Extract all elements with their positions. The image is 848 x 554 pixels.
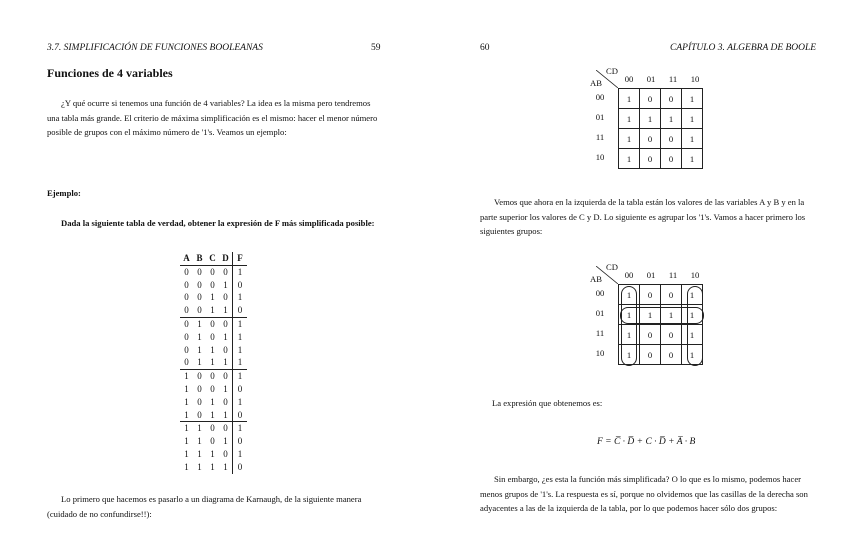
truth-table-row [180, 396, 247, 409]
truth-table-cell: 0 [210, 279, 215, 290]
kmap-cell: 1 [682, 345, 703, 365]
truth-table-row [180, 383, 247, 396]
kmap-cell: 0 [661, 325, 682, 345]
truth-table-cell: 0 [197, 292, 202, 303]
truth-table-cell: 0 [232, 435, 247, 448]
truth-table-cell: 0 [210, 318, 215, 329]
karnaugh-intro-line-2: (cuidado de no confundirse!!): [47, 508, 152, 519]
truth-table-cell: 1 [197, 448, 202, 459]
kmap-cell: 0 [661, 149, 682, 169]
kmap-column-header: 11 [668, 270, 678, 280]
kmap-cell: 1 [619, 149, 640, 169]
truth-table-cell: 1 [210, 409, 215, 420]
truth-table-cell: 1 [232, 291, 247, 304]
truth-table-row [180, 369, 247, 383]
kmap-column-header: 00 [624, 74, 634, 84]
truth-table-cell: 1 [197, 436, 202, 447]
truth-table-cell: 1 [232, 266, 247, 279]
truth-table-row [180, 304, 247, 317]
kmap-cell: 0 [640, 129, 661, 149]
explanation-line-2: parte superior los valores de C y D. Lo siguiente es agrupar los '1's. Vamos a hacer primero los [480, 211, 806, 222]
kmap-cell: 1 [682, 285, 703, 305]
truth-table-cell: 1 [232, 318, 247, 331]
truth-table-cell: 0 [223, 396, 228, 407]
truth-table-cell: 0 [197, 409, 202, 420]
truth-table-header-cell: F [232, 252, 247, 265]
kmap-cell: 1 [682, 305, 703, 325]
conclusion-line-3: adyacentes a las de la izquierda de la tabla, por lo que podemos hacer sólo dos grupos: [480, 503, 778, 514]
truth-table-header-cell: C [209, 253, 216, 263]
truth-table-cell: 0 [184, 331, 189, 342]
truth-table-cell: 1 [223, 305, 228, 316]
truth-table-cell: 0 [223, 371, 228, 382]
truth-table-cell: 1 [223, 331, 228, 342]
truth-table-cell: 1 [223, 409, 228, 420]
intro-line-3: posible de grupos con el máximo número de '1's. Veamos un ejemplo: [47, 127, 287, 138]
kmap-cell: 0 [640, 325, 661, 345]
truth-table-cell: 1 [184, 448, 189, 459]
kmap-row-header: 10 [595, 348, 605, 358]
truth-table-cell: 0 [232, 304, 247, 317]
truth-table-cell: 1 [232, 448, 247, 461]
right-page-number: 60 [480, 43, 490, 53]
kmap-cell: 0 [661, 89, 682, 109]
truth-table-header-cell: D [222, 253, 229, 263]
kmap-cell: 1 [619, 109, 640, 129]
truth-table-cell: 1 [232, 356, 247, 369]
truth-table-cell: 0 [197, 305, 202, 316]
truth-table-cell: 1 [197, 423, 202, 434]
truth-table-cell: 0 [223, 423, 228, 434]
intro-line-1: ¿Y qué ocurre si tenemos una función de 4 variables? La idea es la misma pero tendremos [61, 98, 371, 108]
truth-table-cell: 1 [223, 357, 228, 368]
truth-table-cell: 0 [232, 409, 247, 422]
kmap-row-header: 11 [595, 328, 605, 338]
explanation-line-3: siguientes grupos: [480, 226, 543, 237]
truth-table-cell: 1 [210, 292, 215, 303]
expression-label: La expresión que obtenemos es: [492, 398, 603, 408]
explanation-paragraph [480, 195, 820, 239]
kmap-cell: 0 [640, 345, 661, 365]
kmap-row-header: 01 [595, 112, 605, 122]
truth-table-row [180, 279, 247, 292]
truth-table-cell: 1 [184, 371, 189, 382]
kmap-cell: 1 [619, 129, 640, 149]
kmap-column-header: 10 [690, 74, 700, 84]
kmap-cell: 0 [640, 89, 661, 109]
truth-table [180, 252, 247, 474]
kmap-row-header: 11 [595, 132, 605, 142]
truth-table-cell: 0 [197, 396, 202, 407]
truth-table-cell: 0 [197, 279, 202, 290]
kmap-column-header: 11 [668, 74, 678, 84]
kmap-cell: 1 [682, 109, 703, 129]
truth-table-cell: 0 [210, 331, 215, 342]
truth-table-row [180, 331, 247, 344]
truth-table-cell: 1 [197, 357, 202, 368]
truth-table-cell: 1 [184, 423, 189, 434]
kmap-cell: 1 [619, 285, 640, 305]
kmap-column-header: 10 [690, 270, 700, 280]
kmap-cd-label: CD [606, 66, 618, 76]
truth-table-cell: 0 [210, 423, 215, 434]
truth-table-cell: 0 [232, 279, 247, 292]
kmap-row-header: 00 [595, 288, 605, 298]
truth-table-cell: 0 [184, 344, 189, 355]
karnaugh-intro-line-1: Lo primero que hacemos es pasarlo a un diagrama de Karnaugh, de la siguiente manera [61, 494, 362, 504]
truth-table-cell: 0 [223, 266, 228, 277]
truth-table-cell: 1 [197, 318, 202, 329]
kmap-group-loop [687, 286, 703, 366]
truth-table-cell: 0 [223, 292, 228, 303]
left-page-header: 3.7. SIMPLIFICACIÓN DE FUNCIONES BOOLEANAS [47, 43, 263, 53]
kmap-cell: 0 [661, 345, 682, 365]
truth-table-cell: 1 [197, 461, 202, 472]
kmap-cell: 1 [619, 89, 640, 109]
truth-table-cell: 1 [232, 422, 247, 435]
kmap-cell: 1 [640, 305, 661, 325]
truth-table-header [180, 252, 247, 266]
truth-table-row [180, 266, 247, 279]
truth-table-cell: 0 [184, 305, 189, 316]
kmap-column-header: 01 [646, 270, 656, 280]
truth-table-cell: 0 [197, 383, 202, 394]
truth-table-cell: 1 [184, 461, 189, 472]
kmap-cell: 1 [619, 325, 640, 345]
kmap-cell: 1 [682, 89, 703, 109]
truth-table-cell: 1 [223, 279, 228, 290]
example-label: Ejemplo: [47, 188, 81, 198]
truth-table-row [180, 448, 247, 461]
truth-table-cell: 1 [223, 383, 228, 394]
right-page-header: CAPÍTULO 3. ALGEBRA DE BOOLE [670, 43, 817, 53]
truth-table-cell: 0 [210, 383, 215, 394]
karnaugh-intro-paragraph [47, 492, 387, 521]
truth-table-row [180, 435, 247, 448]
truth-table-cell: 1 [223, 461, 228, 472]
conclusion-line-2: menos grupos de '1's. La respuesta es sí, porque no olvidemos que las casillas de la derecha son [480, 488, 808, 499]
truth-table-cell: 1 [210, 357, 215, 368]
kmap-row-header: 01 [595, 308, 605, 318]
truth-table-cell: 1 [184, 383, 189, 394]
truth-table-header-cell: A [183, 253, 190, 263]
truth-table-cell: 1 [232, 331, 247, 344]
kmap-cell: 1 [682, 149, 703, 169]
truth-table-cell: 0 [223, 318, 228, 329]
kmap-row-header: 10 [595, 152, 605, 162]
truth-table-cell: 0 [184, 318, 189, 329]
kmap-ab-label: AB [590, 274, 602, 284]
kmap-cell: 1 [619, 305, 640, 325]
conclusion-paragraph [480, 472, 820, 516]
truth-table-cell: 1 [210, 396, 215, 407]
kmap-cd-label: CD [606, 262, 618, 272]
truth-table-row [180, 344, 247, 357]
truth-table-cell: 0 [184, 292, 189, 303]
kmap-cell: 0 [640, 149, 661, 169]
truth-table-cell: 1 [210, 448, 215, 459]
kmap-column-header: 01 [646, 74, 656, 84]
truth-table-cell: 1 [184, 396, 189, 407]
truth-table-row [180, 317, 247, 331]
truth-table-row [180, 461, 247, 474]
kmap-column-header: 00 [624, 270, 634, 280]
truth-table-row [180, 291, 247, 304]
kmap-group-loop [621, 286, 637, 366]
kmap-cell: 0 [640, 285, 661, 305]
explanation-line-1: Vemos que ahora en la izquierda de la tabla están los valores de las variables A y B y en la [494, 197, 805, 207]
truth-table-cell: 1 [232, 344, 247, 357]
truth-table-cell: 0 [184, 279, 189, 290]
conclusion-line-1: Sin embargo, ¿es esta la función más simplificada? O lo que es lo mismo, podemos hacer [494, 474, 801, 484]
truth-table-cell: 1 [197, 344, 202, 355]
truth-table-cell: 1 [210, 344, 215, 355]
truth-table-cell: 1 [210, 305, 215, 316]
truth-table-cell: 0 [210, 371, 215, 382]
kmap-grid [618, 88, 703, 169]
left-page-number: 59 [371, 43, 381, 53]
simplified-formula: F = C̅ · D̅ + C · D̅ + A̅ · B [597, 437, 696, 447]
kmap-cell: 0 [661, 285, 682, 305]
kmap-cell: 1 [619, 345, 640, 365]
truth-table-cell: 0 [184, 357, 189, 368]
truth-table-cell: 0 [197, 266, 202, 277]
truth-table-cell: 1 [223, 436, 228, 447]
truth-table-cell: 1 [184, 409, 189, 420]
truth-table-cell: 0 [223, 448, 228, 459]
truth-table-header-cell: B [196, 253, 203, 263]
kmap-ab-label: AB [590, 78, 602, 88]
truth-table-cell: 0 [210, 266, 215, 277]
truth-table-cell: 1 [210, 461, 215, 472]
kmap-cell: 1 [661, 305, 682, 325]
truth-table-row [180, 421, 247, 435]
kmap-cell: 1 [682, 325, 703, 345]
task-statement: Dada la siguiente tabla de verdad, obtener la expresión de F más simplificada posible: [61, 218, 375, 228]
truth-table-cell: 1 [184, 436, 189, 447]
truth-table-cell: 0 [210, 436, 215, 447]
karnaugh-map [590, 66, 716, 170]
truth-table-cell: 1 [197, 331, 202, 342]
truth-table-cell: 0 [197, 371, 202, 382]
kmap-row-header: 00 [595, 92, 605, 102]
kmap-cell: 0 [661, 129, 682, 149]
kmap-cell: 1 [682, 129, 703, 149]
kmap-group-loop [620, 307, 704, 324]
truth-table-cell: 0 [223, 344, 228, 355]
karnaugh-map-grouped [590, 262, 716, 366]
section-title: Funciones de 4 variables [47, 66, 173, 80]
truth-table-cell: 1 [232, 370, 247, 383]
truth-table-cell: 0 [184, 266, 189, 277]
truth-table-cell: 0 [232, 383, 247, 396]
kmap-cell: 1 [640, 109, 661, 129]
truth-table-row [180, 409, 247, 422]
truth-table-row [180, 356, 247, 369]
truth-table-cell: 0 [232, 461, 247, 474]
intro-line-2: una tabla más grande. El criterio de máxima simplificación es el mismo: hacer el menor número [47, 112, 378, 123]
intro-paragraph [47, 96, 387, 140]
truth-table-cell: 1 [232, 396, 247, 409]
kmap-cell: 1 [661, 109, 682, 129]
